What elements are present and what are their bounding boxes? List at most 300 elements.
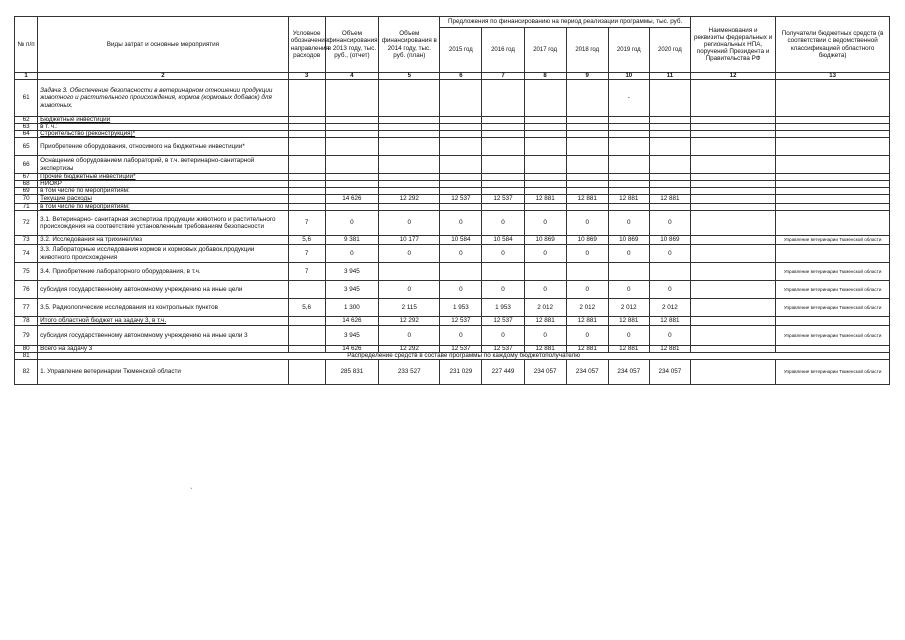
funding-year-value: 0 <box>608 281 649 299</box>
funding-year-value: 0 <box>524 281 566 299</box>
expense-name: субсидия государственному автономному учреждению на иные цели 3 <box>38 326 289 346</box>
column-number: 5 <box>379 73 440 80</box>
row-number: 66 <box>15 156 38 174</box>
funding-year-value: 12 881 <box>566 195 608 204</box>
section-title: Распределение средств в составе программы по каждому бюджетополучателю <box>38 353 890 360</box>
header-year: 2020 год <box>649 28 690 73</box>
header-recipients: Получатели бюджетных средств (в соответствии с ведомственной классификацией областного бюджета) <box>776 17 890 73</box>
recipient-cell <box>776 124 890 131</box>
row-number: 65 <box>15 138 38 156</box>
funding-year-value: - <box>608 80 649 117</box>
funding-2013 <box>325 117 379 124</box>
funding-year-value: 1 953 <box>440 299 482 317</box>
recipient-cell: Управление ветеринарии Тюменской области <box>776 326 890 346</box>
table-row <box>15 131 890 138</box>
recipient-cell <box>776 211 890 236</box>
recipient-cell <box>776 245 890 263</box>
row-number: 64 <box>15 131 38 138</box>
funding-year-value <box>649 188 690 195</box>
funding-2013 <box>325 188 379 195</box>
row-number: 67 <box>15 174 38 181</box>
direction-code <box>288 181 325 188</box>
funding-year-value: 12 881 <box>649 346 690 353</box>
funding-year-value: 12 881 <box>608 346 649 353</box>
funding-year-value <box>608 263 649 281</box>
funding-year-value: 12 881 <box>524 195 566 204</box>
funding-year-value: 1 953 <box>482 299 524 317</box>
direction-code <box>288 281 325 299</box>
funding-2013 <box>325 181 379 188</box>
recipient-cell <box>776 181 890 188</box>
funding-year-value <box>649 181 690 188</box>
funding-year-value: 12 537 <box>482 317 524 326</box>
funding-year-value: 10 869 <box>524 236 566 245</box>
funding-year-value: 0 <box>566 326 608 346</box>
column-number: 1 <box>15 73 38 80</box>
funding-year-value: 0 <box>482 245 524 263</box>
npa-cell <box>690 211 775 236</box>
expense-name: Строительство (реконструкция)* <box>38 131 289 138</box>
funding-year-value <box>649 80 690 117</box>
funding-year-value <box>566 138 608 156</box>
expense-name: НИОКР <box>38 181 289 188</box>
funding-year-value <box>649 204 690 211</box>
header-funding-2014: Объем финансирования в 2014 году, тыс. руб. (план) <box>379 17 440 73</box>
table-row <box>15 204 890 211</box>
table-body <box>15 80 890 385</box>
funding-year-value: 231 029 <box>440 360 482 385</box>
funding-2013: 14 626 <box>325 195 379 204</box>
column-number: 13 <box>776 73 890 80</box>
column-number: 10 <box>608 73 649 80</box>
funding-2014: 12 292 <box>379 346 440 353</box>
row-number: 63 <box>15 124 38 131</box>
funding-year-value <box>440 174 482 181</box>
table-row <box>15 181 890 188</box>
table-row <box>15 281 890 299</box>
expense-name: 3.5. Радиологические исследования из контрольных пунктов <box>38 299 289 317</box>
funding-2013 <box>325 131 379 138</box>
funding-year-value <box>482 156 524 174</box>
funding-year-value: 234 057 <box>649 360 690 385</box>
funding-year-value: 0 <box>649 326 690 346</box>
row-number: 62 <box>15 117 38 124</box>
funding-year-value: 0 <box>524 211 566 236</box>
npa-cell <box>690 326 775 346</box>
npa-cell <box>690 124 775 131</box>
funding-year-value: 0 <box>608 211 649 236</box>
funding-year-value <box>649 124 690 131</box>
recipient-cell <box>776 138 890 156</box>
npa-cell <box>690 131 775 138</box>
funding-2013 <box>325 204 379 211</box>
funding-2013: 0 <box>325 211 379 236</box>
row-number: 69 <box>15 188 38 195</box>
recipient-cell: Управление ветеринарии Тюменской области <box>776 281 890 299</box>
funding-2014 <box>379 117 440 124</box>
funding-year-value <box>608 117 649 124</box>
funding-year-value <box>482 181 524 188</box>
funding-year-value: 0 <box>524 245 566 263</box>
funding-year-value: 12 537 <box>482 195 524 204</box>
table-row <box>15 124 890 131</box>
funding-year-value <box>566 188 608 195</box>
funding-year-value: 12 881 <box>566 346 608 353</box>
funding-year-value: 0 <box>482 211 524 236</box>
row-number: 79 <box>15 326 38 346</box>
recipient-cell <box>776 346 890 353</box>
header-year: 2018 год <box>566 28 608 73</box>
row-number: 76 <box>15 281 38 299</box>
funding-year-value <box>482 131 524 138</box>
funding-2014: 0 <box>379 245 440 263</box>
funding-2014 <box>379 263 440 281</box>
table-row <box>15 117 890 124</box>
funding-2013: 14 626 <box>325 317 379 326</box>
table-row <box>15 353 890 360</box>
funding-year-value <box>649 263 690 281</box>
npa-cell <box>690 174 775 181</box>
funding-2014: 12 292 <box>379 195 440 204</box>
npa-cell <box>690 263 775 281</box>
funding-year-value <box>566 80 608 117</box>
funding-2013: 285 831 <box>325 360 379 385</box>
funding-year-value <box>440 156 482 174</box>
direction-code <box>288 117 325 124</box>
funding-2013: 1 300 <box>325 299 379 317</box>
expense-name: в том числе по мероприятиям: <box>38 204 289 211</box>
funding-year-value <box>566 204 608 211</box>
direction-code <box>288 124 325 131</box>
funding-year-value <box>482 124 524 131</box>
funding-year-value: 10 869 <box>566 236 608 245</box>
funding-year-value: 10 869 <box>608 236 649 245</box>
direction-code <box>288 131 325 138</box>
funding-year-value <box>608 131 649 138</box>
recipient-cell: Управление ветеринарии Тюменской области <box>776 360 890 385</box>
header-proposals-group: Предложения по финансированию на период реализации программы, тыс. руб. <box>440 17 691 28</box>
funding-2013: 14 626 <box>325 346 379 353</box>
header-num: № п/п <box>15 17 38 73</box>
npa-cell <box>690 299 775 317</box>
funding-year-value: 10 584 <box>440 236 482 245</box>
column-number: 3 <box>288 73 325 80</box>
funding-year-value <box>649 156 690 174</box>
funding-2014: 2 115 <box>379 299 440 317</box>
funding-year-value: 0 <box>649 281 690 299</box>
table-row <box>15 156 890 174</box>
funding-year-value <box>482 117 524 124</box>
funding-2013 <box>325 80 379 117</box>
recipient-cell <box>776 156 890 174</box>
funding-2014: 12 292 <box>379 317 440 326</box>
funding-year-value: 0 <box>566 281 608 299</box>
funding-year-value: 12 537 <box>440 317 482 326</box>
funding-year-value: 12 881 <box>566 317 608 326</box>
direction-code <box>288 360 325 385</box>
column-number: 4 <box>325 73 379 80</box>
funding-year-value <box>482 138 524 156</box>
funding-2013 <box>325 124 379 131</box>
direction-code <box>288 188 325 195</box>
funding-2014 <box>379 156 440 174</box>
funding-year-value: 0 <box>440 211 482 236</box>
funding-year-value <box>649 131 690 138</box>
npa-cell <box>690 360 775 385</box>
expense-name: Оснащение оборудованием лабораторий, в т.ч. ветеринарно-санитарной экспертизы <box>38 156 289 174</box>
direction-code <box>288 204 325 211</box>
row-number: 75 <box>15 263 38 281</box>
funding-year-value: 0 <box>608 326 649 346</box>
row-number: 81 <box>15 353 38 360</box>
row-number: 70 <box>15 195 38 204</box>
funding-year-value: 10 584 <box>482 236 524 245</box>
header-year: 2019 год <box>608 28 649 73</box>
table-row <box>15 263 890 281</box>
table-row <box>15 80 890 117</box>
funding-year-value <box>566 117 608 124</box>
funding-year-value <box>566 124 608 131</box>
funding-year-value <box>482 80 524 117</box>
funding-year-value: 227 449 <box>482 360 524 385</box>
funding-year-value <box>440 80 482 117</box>
funding-year-value: 0 <box>482 326 524 346</box>
direction-code: 7 <box>288 245 325 263</box>
funding-2014: 0 <box>379 281 440 299</box>
funding-year-value <box>524 174 566 181</box>
recipient-cell <box>776 317 890 326</box>
direction-code: 7 <box>288 211 325 236</box>
expense-name: Приобретение оборудования, относимого на бюджетные инвестиции* <box>38 138 289 156</box>
funding-year-value: 0 <box>566 211 608 236</box>
funding-2013: 9 381 <box>325 236 379 245</box>
row-number: 82 <box>15 360 38 385</box>
funding-2013 <box>325 138 379 156</box>
funding-year-value <box>440 263 482 281</box>
expense-name: 3.4. Приобретение лабораторного оборудования, в т.ч. <box>38 263 289 281</box>
funding-2014: 0 <box>379 326 440 346</box>
table-row <box>15 317 890 326</box>
funding-year-value <box>524 124 566 131</box>
funding-year-value <box>482 188 524 195</box>
funding-2014: 10 177 <box>379 236 440 245</box>
funding-year-value: 0 <box>440 245 482 263</box>
funding-year-value <box>608 204 649 211</box>
column-number-row <box>15 73 890 80</box>
table-row <box>15 211 890 236</box>
npa-cell <box>690 181 775 188</box>
funding-2014 <box>379 174 440 181</box>
recipient-cell: Управление ветеринарии Тюменской области <box>776 263 890 281</box>
column-number: 8 <box>524 73 566 80</box>
funding-year-value: 12 881 <box>608 195 649 204</box>
direction-code: 7 <box>288 263 325 281</box>
funding-year-value: 12 881 <box>524 317 566 326</box>
npa-cell <box>690 188 775 195</box>
funding-2014 <box>379 80 440 117</box>
direction-code <box>288 346 325 353</box>
recipient-cell <box>776 80 890 117</box>
funding-year-value <box>608 174 649 181</box>
recipient-cell <box>776 204 890 211</box>
funding-year-value <box>524 204 566 211</box>
funding-2013 <box>325 156 379 174</box>
funding-year-value <box>440 131 482 138</box>
funding-year-value: 10 869 <box>649 236 690 245</box>
row-number: 61 <box>15 80 38 117</box>
funding-year-value: 234 057 <box>524 360 566 385</box>
direction-code <box>288 195 325 204</box>
direction-code <box>288 156 325 174</box>
funding-year-value <box>608 156 649 174</box>
npa-cell <box>690 236 775 245</box>
funding-year-value <box>440 204 482 211</box>
funding-year-value <box>566 131 608 138</box>
npa-cell <box>690 80 775 117</box>
direction-code <box>288 317 325 326</box>
header-funding-2013: Объем финансирования в 2013 году, тыс. руб., (отчет) <box>325 17 379 73</box>
row-number: 77 <box>15 299 38 317</box>
recipient-cell: Управление ветеринарии Тюменской области <box>776 299 890 317</box>
funding-2014 <box>379 188 440 195</box>
funding-year-value: 12 537 <box>482 346 524 353</box>
column-number: 12 <box>690 73 775 80</box>
funding-year-value <box>608 181 649 188</box>
funding-year-value <box>440 124 482 131</box>
row-number: 72 <box>15 211 38 236</box>
funding-year-value <box>566 174 608 181</box>
column-number: 6 <box>440 73 482 80</box>
direction-code: 5,6 <box>288 236 325 245</box>
row-number: 74 <box>15 245 38 263</box>
funding-year-value: 2 012 <box>649 299 690 317</box>
funding-year-value <box>566 263 608 281</box>
funding-year-value <box>649 117 690 124</box>
table-row <box>15 188 890 195</box>
funding-year-value <box>482 204 524 211</box>
funding-year-value: 12 881 <box>608 317 649 326</box>
budget-table <box>14 16 890 385</box>
funding-2013: 3 945 <box>325 326 379 346</box>
funding-year-value: 0 <box>482 281 524 299</box>
funding-year-value <box>608 188 649 195</box>
recipient-cell <box>776 188 890 195</box>
row-number: 68 <box>15 181 38 188</box>
recipient-cell <box>776 117 890 124</box>
funding-year-value: 12 537 <box>440 346 482 353</box>
recipient-cell <box>776 131 890 138</box>
row-number: 80 <box>15 346 38 353</box>
npa-cell <box>690 317 775 326</box>
funding-year-value: 0 <box>440 326 482 346</box>
npa-cell <box>690 281 775 299</box>
funding-year-value: 12 881 <box>524 346 566 353</box>
funding-year-value: 2 012 <box>566 299 608 317</box>
funding-year-value: 0 <box>566 245 608 263</box>
column-number: 9 <box>566 73 608 80</box>
table-row <box>15 326 890 346</box>
funding-2014: 233 527 <box>379 360 440 385</box>
funding-year-value <box>482 174 524 181</box>
funding-2014 <box>379 204 440 211</box>
funding-year-value: 12 881 <box>649 195 690 204</box>
expense-name: Бюджетные инвестиции <box>38 117 289 124</box>
funding-year-value <box>524 181 566 188</box>
funding-year-value: 0 <box>649 245 690 263</box>
header-direction-code: Условное обозначение направления расходов <box>288 17 325 73</box>
npa-cell <box>690 156 775 174</box>
funding-year-value: 12 537 <box>440 195 482 204</box>
direction-code <box>288 174 325 181</box>
npa-cell <box>690 195 775 204</box>
table-row <box>15 195 890 204</box>
funding-year-value <box>608 124 649 131</box>
funding-year-value <box>608 138 649 156</box>
row-number: 78 <box>15 317 38 326</box>
row-number: 71 <box>15 204 38 211</box>
table-row <box>15 360 890 385</box>
funding-2013 <box>325 174 379 181</box>
funding-year-value <box>524 263 566 281</box>
header-year: 2017 год <box>524 28 566 73</box>
header-npa: Наименования и реквизиты федеральных и региональных НПА, поручений Президента и Правительства РФ <box>690 17 775 73</box>
column-number: 11 <box>649 73 690 80</box>
expense-name: Задача 3. Обеспечение безопасности в ветеринарном отношении продукции животного и растительного происхождения, кормов (кормовых добавок) для животных. <box>38 80 289 117</box>
funding-year-value <box>524 188 566 195</box>
funding-year-value <box>440 181 482 188</box>
funding-year-value: 234 057 <box>608 360 649 385</box>
table-row <box>15 138 890 156</box>
funding-year-value: 2 012 <box>524 299 566 317</box>
expense-name: Итого областной бюджет на задачу 3, в т.ч. <box>38 317 289 326</box>
recipient-cell <box>776 195 890 204</box>
header-year: 2015 год <box>440 28 482 73</box>
funding-2013: 3 945 <box>325 281 379 299</box>
npa-cell <box>690 204 775 211</box>
funding-year-value: 0 <box>649 211 690 236</box>
expense-name: 1. Управление ветеринарии Тюменской области <box>38 360 289 385</box>
funding-year-value <box>524 131 566 138</box>
recipient-cell <box>776 174 890 181</box>
recipient-cell: Управление ветеринарии Тюменской области <box>776 236 890 245</box>
column-number: 2 <box>38 73 289 80</box>
expense-name: Прочие бюджетные инвестиции* <box>38 174 289 181</box>
npa-cell <box>690 138 775 156</box>
funding-year-value: 0 <box>524 326 566 346</box>
stray-mark: ` <box>190 487 193 496</box>
npa-cell <box>690 117 775 124</box>
funding-year-value <box>566 156 608 174</box>
funding-year-value <box>566 181 608 188</box>
table-row <box>15 245 890 263</box>
funding-year-value <box>524 156 566 174</box>
funding-year-value <box>482 263 524 281</box>
header-expense-types: Виды затрат и основные мероприятия <box>38 17 289 73</box>
direction-code <box>288 138 325 156</box>
table-header <box>15 17 890 80</box>
expense-name: 3.3. Лабораторные исследования кормов и кормовых добавок,продукции животного происхождения <box>38 245 289 263</box>
expense-name: 3.2. Исследования на трихинеллез <box>38 236 289 245</box>
direction-code: 5,6 <box>288 299 325 317</box>
expense-name: в том числе по мероприятиям: <box>38 188 289 195</box>
direction-code <box>288 80 325 117</box>
funding-2013: 3 945 <box>325 263 379 281</box>
table-row <box>15 299 890 317</box>
header-year: 2016 год <box>482 28 524 73</box>
funding-year-value <box>440 117 482 124</box>
expense-name: в т. ч.: <box>38 124 289 131</box>
table-row <box>15 174 890 181</box>
